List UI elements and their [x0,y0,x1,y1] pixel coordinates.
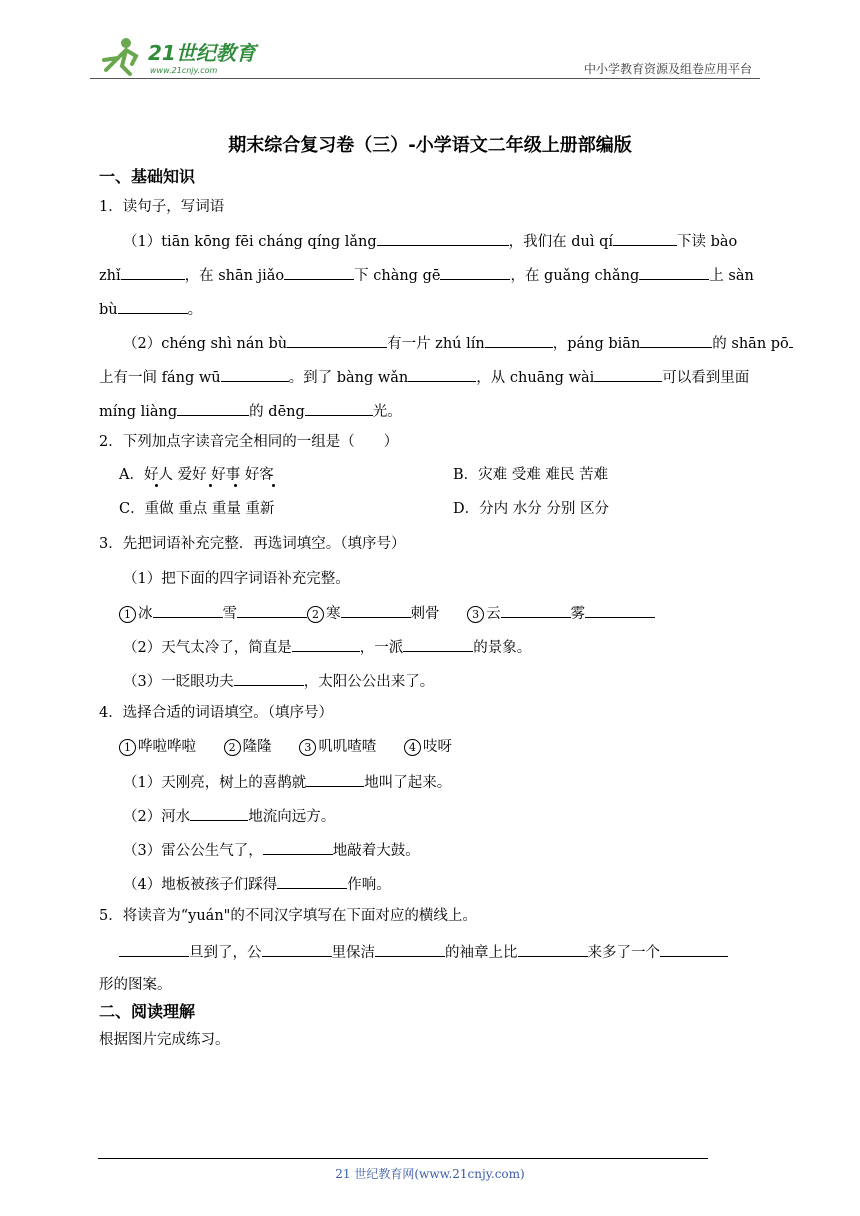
q4-stem: 4．选择合适的词语填空。（填序号） [99,705,333,721]
section-heading-basics: 一、基础知识 [99,167,196,186]
answer-blank[interactable] [305,400,373,416]
answer-blank[interactable] [341,602,411,618]
answer-blank[interactable] [306,771,364,787]
running-figure-icon [104,38,136,74]
answer-blank[interactable] [221,366,289,382]
circled-number: 1 [119,606,136,623]
answer-blank[interactable] [594,366,662,382]
answer-blank[interactable] [237,602,307,618]
q4-sentence-4: （4）地板被孩子们踩得 作响。 [123,873,391,895]
answer-blank[interactable] [789,332,793,348]
q2-stem: 2．下列加点字读音完全相同的一组是（ ） [99,434,399,450]
answer-blank[interactable] [518,941,588,957]
answer-blank[interactable] [263,839,333,855]
q5-line2: 形的图案。 [99,977,172,993]
answer-blank[interactable] [501,602,571,618]
answer-blank[interactable] [639,264,709,280]
q3-sub1: （1）把下面的四字词语补充完整。 [123,571,350,587]
q3-sub3: （3）一眨眼功夫 ，太阳公公出来了。 [123,670,434,692]
answer-blank[interactable] [403,636,473,652]
circled-number: 4 [404,739,421,756]
answer-blank[interactable] [640,332,712,348]
q1-line3: bù 。 [99,298,202,320]
q2-option-a[interactable]: A．好人 爱好 好事 好客 [119,467,274,483]
q1-line1: （1）tiān kōng fēi cháng qíng lǎng ，我们在 duì qí 下读 bào [123,230,737,252]
q2-option-c[interactable]: C．重做 重点 重量 重新 [119,501,275,517]
header-divider [90,78,760,79]
q2-option-b[interactable]: B．灾难 受难 难民 苦难 [453,467,608,483]
answer-blank[interactable] [440,264,510,280]
reading-instruction: 根据图片完成练习。 [99,1032,230,1048]
circled-number: 1 [119,739,136,756]
answer-blank[interactable] [153,602,223,618]
section-heading-reading: 二、阅读理解 [99,1002,196,1021]
circled-number: 2 [224,739,241,756]
answer-blank[interactable] [287,332,387,348]
q1-line4: （2）chéng shì nán bù 有一片 zhú lín ，páng biān 的 shān pō [123,332,793,354]
answer-blank[interactable] [613,230,677,246]
q1-stem: 1．读句子，写词语 [99,199,225,215]
footer-divider [98,1158,708,1159]
q4-options: 1 哗啦哗啦 2 隆隆 3 叽叽喳喳 4 吱呀 [119,737,452,757]
answer-blank[interactable] [234,670,304,686]
answer-blank[interactable] [377,230,509,246]
answer-blank[interactable] [408,366,476,382]
q2-option-d[interactable]: D．分内 水分 分别 区分 [453,501,609,517]
q4-sentence-2: （2）河水 地流向远方。 [123,805,335,827]
q5-stem: 5．将读音为“yuán"的不同汉字填写在下面对应的横线上。 [99,908,477,924]
answer-blank[interactable] [375,941,445,957]
answer-blank[interactable] [121,264,185,280]
answer-blank[interactable] [190,805,248,821]
answer-blank[interactable] [277,873,347,889]
answer-blank[interactable] [660,941,728,957]
q1-line2: zhǐ ，在 shān jiǎo 下 chàng gē ，在 guǎng chǎng 上 sàn [99,264,754,286]
q4-sentence-1: （1）天刚亮，树上的喜鹊就 地叫了起来。 [123,771,451,793]
circled-number: 3 [299,739,316,756]
answer-blank[interactable] [177,400,249,416]
answer-blank[interactable] [292,636,360,652]
platform-tagline: 中小学教育资源及组卷应用平台 [583,62,752,76]
answer-blank[interactable] [585,602,655,618]
answer-blank[interactable] [284,264,354,280]
site-logo [96,34,266,78]
logo-main-text: 21世纪教育 [148,41,256,65]
answer-blank[interactable] [485,332,553,348]
circled-number: 3 [467,606,484,623]
page-title: 期末综合复习卷（三）-小学语文二年级上册部编版 [228,135,632,156]
answer-blank[interactable] [118,298,188,314]
logo-sub-text: www.21cnjy.com [150,66,218,75]
q3-word-list: 1 冰 雪 2 寒 刺骨 3 云 雾 [119,602,655,624]
q5-line1: 旦到了，公 里保洁 的袖章上比 来多了一个 [119,941,728,963]
page-header [90,30,760,80]
q3-sub2: （2）天气太冷了，简直是 ，一派 的景象。 [123,636,531,658]
q4-sentence-3: （3）雷公公生气了， 地敲着大鼓。 [123,839,420,861]
q1-line5: 上有一间 fáng wū 。到了 bàng wǎn ，从 chuāng wài 可以看到里面 [99,366,749,388]
q1-line6: míng liàng 的 dēng 光。 [99,400,402,422]
answer-blank[interactable] [119,941,189,957]
footer-text[interactable]: 21 世纪教育网(www.21cnjy.com) [335,1167,525,1181]
answer-blank[interactable] [262,941,332,957]
q3-stem: 3．先把词语补充完整．再选词填空。（填序号） [99,536,406,552]
circled-number: 2 [307,606,324,623]
